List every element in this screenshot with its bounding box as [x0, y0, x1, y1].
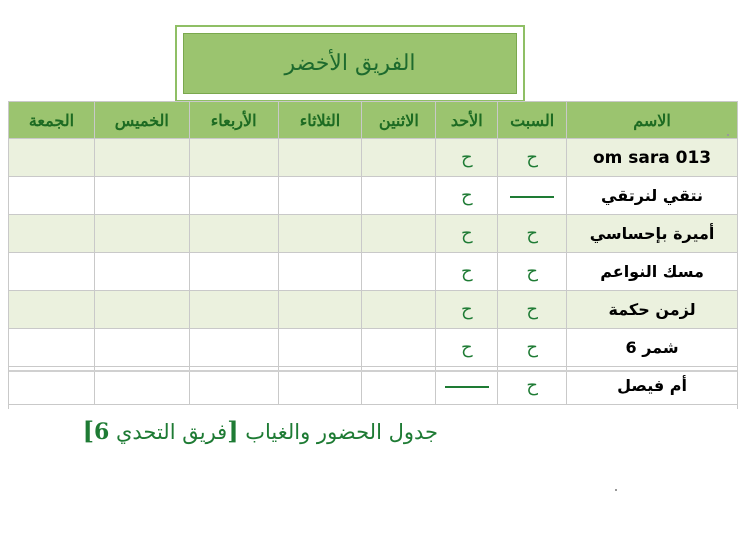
sheet-edge-right: [737, 101, 738, 409]
cell-saturday: [498, 329, 567, 367]
header-sunday: الأحد: [436, 102, 498, 139]
member-name: om sara 013: [592, 147, 712, 168]
present-mark: ح: [460, 337, 473, 358]
present-mark: ح: [526, 261, 538, 282]
header-friday: الجمعة: [9, 102, 95, 139]
member-name: لزمن حكمة: [608, 300, 696, 319]
header-saturday: السبت: [498, 102, 567, 139]
cell-member-name: [567, 329, 738, 367]
attendance-sheet: [8, 101, 738, 409]
attendance-table: [8, 101, 738, 405]
caption-bracket-open: [: [227, 416, 239, 445]
member-name: نتقي لنرتقي: [601, 186, 704, 205]
table-row: [9, 329, 738, 367]
header-tuesday: الثلاثاء: [278, 102, 362, 139]
header-row: [9, 102, 738, 139]
member-name: شمر 6: [625, 338, 679, 357]
present-mark: ح: [460, 299, 473, 320]
present-mark: ح: [460, 147, 473, 168]
cell-member-name: [567, 177, 738, 215]
cell-member-name: [567, 291, 738, 329]
caption-number: 6: [93, 419, 110, 445]
caption-text: جدول الحضور والغياب: [238, 420, 438, 444]
row-separator: [8, 370, 738, 372]
caption-team: فريق التحدي: [109, 420, 228, 444]
table-row: [9, 367, 738, 405]
absent-mark: [510, 196, 554, 198]
header-name: الاسم: [567, 102, 738, 139]
stray-dot: [727, 134, 729, 136]
cell-sunday: [436, 329, 498, 367]
cell-member-name: [567, 139, 738, 177]
table-row: [9, 177, 738, 215]
cell-saturday: [498, 253, 567, 291]
header-thursday: الخميس: [94, 102, 189, 139]
header-wednesday: الأربعاء: [189, 102, 278, 139]
sheet-edge-left: [8, 101, 9, 409]
cell-sunday: [436, 139, 498, 177]
table-caption: [18, 416, 438, 450]
table-row: [9, 291, 738, 329]
present-mark: ح: [526, 337, 538, 358]
absent-mark: [445, 386, 489, 388]
cell-saturday: [498, 177, 567, 215]
present-mark: ح: [526, 223, 538, 244]
team-title-box: [175, 25, 525, 102]
cell-sunday: [436, 215, 498, 253]
cell-saturday: [498, 291, 567, 329]
cell-sunday: [436, 177, 498, 215]
cell-sunday: [436, 291, 498, 329]
present-mark: ح: [526, 375, 538, 396]
present-mark: ح: [526, 299, 538, 320]
member-name: أم فيصل: [617, 376, 687, 395]
cell-sunday: [436, 253, 498, 291]
table-row: [9, 139, 738, 177]
table-row: [9, 253, 738, 291]
present-mark: ح: [460, 185, 473, 206]
table-row: [9, 215, 738, 253]
cell-member-name: [567, 253, 738, 291]
present-mark: ح: [526, 147, 538, 168]
cell-member-name: [567, 367, 738, 405]
present-mark: ح: [460, 223, 473, 244]
cell-saturday: [498, 139, 567, 177]
member-name: مسك النواعم: [600, 262, 704, 281]
member-name: أميرة بإحساسي: [589, 224, 715, 243]
team-title: الفريق الأخضر: [183, 33, 517, 94]
cell-sunday: [436, 367, 498, 405]
caption-bracket-close: ]: [82, 416, 94, 445]
cell-saturday: [498, 367, 567, 405]
header-monday: الاثنين: [362, 102, 436, 139]
cell-saturday: [498, 215, 567, 253]
present-mark: ح: [460, 261, 473, 282]
stray-dot: [615, 489, 617, 491]
cell-member-name: [567, 215, 738, 253]
